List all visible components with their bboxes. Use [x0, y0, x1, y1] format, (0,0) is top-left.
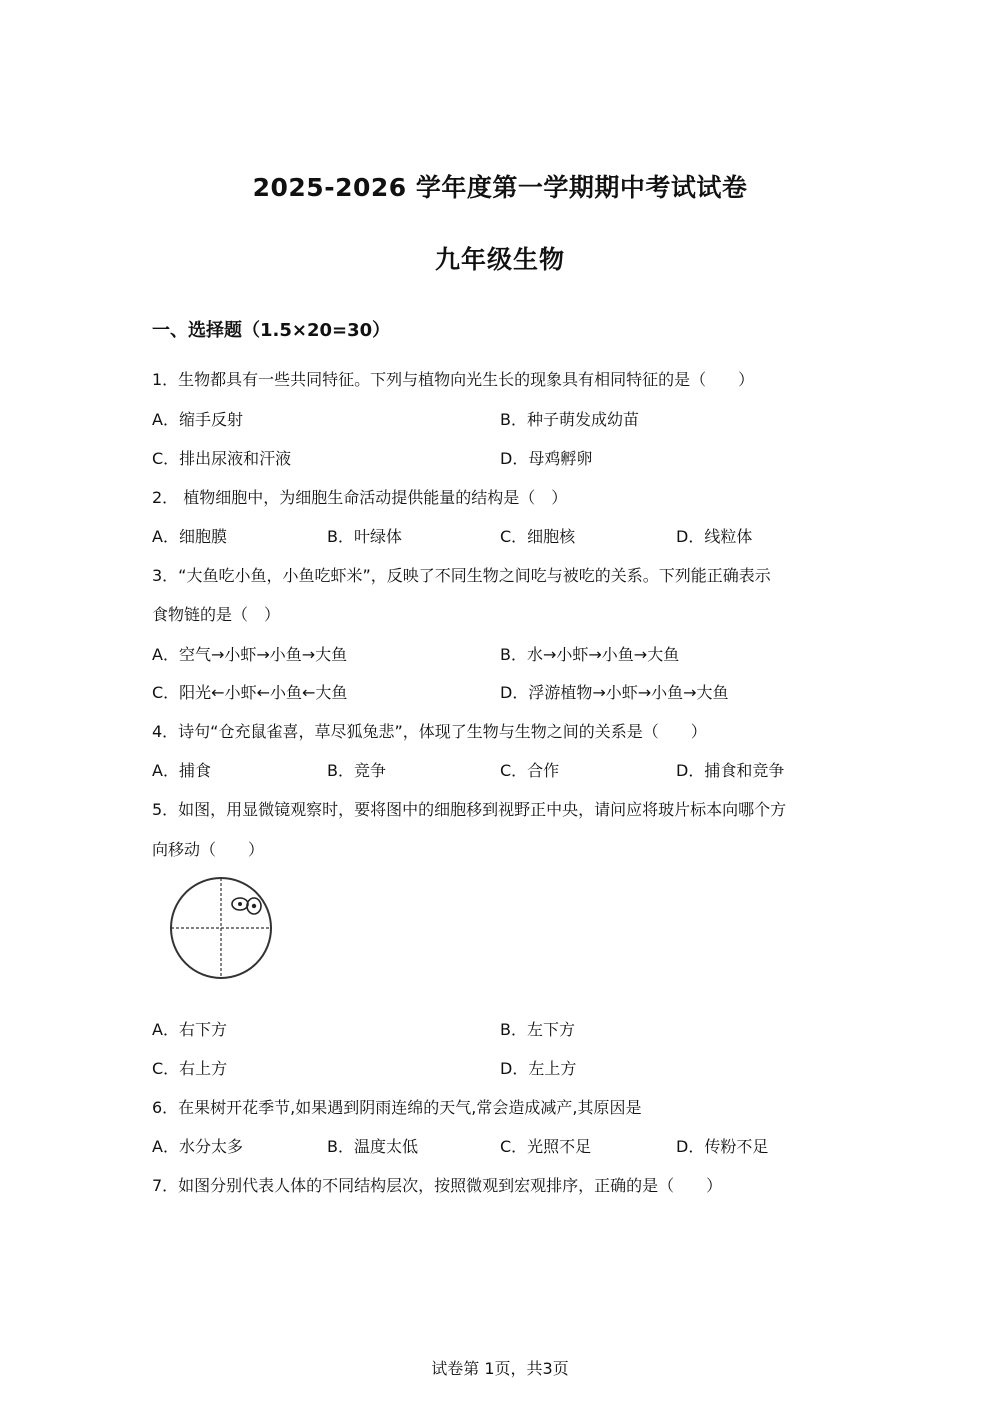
question-5-option-b: B．左下方 — [500, 1020, 575, 1039]
question-6-option-a: A．水分太多 — [152, 1137, 243, 1156]
section-heading: 一、选择题（1.5×20=30） — [152, 320, 391, 341]
question-3-option-a: A．空气→小虾→小鱼→大鱼 — [152, 645, 348, 664]
question-1-stem: 1．生物都具有一些共同特征。下列与植物向光生长的现象具有相同特征的是（ ） — [152, 370, 755, 389]
question-3-option-b: B．水→小虾→小鱼→大鱼 — [500, 645, 680, 664]
question-2-option-c: C．细胞核 — [500, 527, 576, 546]
question-6-stem: 6．在果树开花季节,如果遇到阴雨连绵的天气,常会造成减产,其原因是 — [152, 1098, 642, 1117]
question-5-option-d: D．左上方 — [500, 1059, 577, 1078]
exam-subtitle: 九年级生物 — [434, 245, 565, 274]
question-2-option-a: A．细胞膜 — [152, 527, 227, 546]
question-5-stem: 5．如图，用显微镜观察时，要将图中的细胞移到视野正中央，请问应将玻片标本向哪个方 — [152, 800, 787, 819]
question-1-option-a: A．缩手反射 — [152, 410, 243, 429]
question-1-option-d: D．母鸡孵卵 — [500, 449, 593, 468]
question-2-option-b: B．叶绿体 — [327, 527, 402, 546]
question-7-stem: 7．如图分别代表人体的不同结构层次，按照微观到宏观排序，正确的是（ ） — [152, 1176, 723, 1195]
question-4-option-b: B．竞争 — [327, 761, 386, 780]
question-1-option-b: B．种子萌发成幼苗 — [500, 410, 639, 429]
question-5-option-a: A．右下方 — [152, 1020, 227, 1039]
question-2-stem: 2． 植物细胞中，为细胞生命活动提供能量的结构是（ ） — [152, 488, 568, 507]
question-6-option-b: B．温度太低 — [327, 1137, 418, 1156]
question-2-option-d: D．线粒体 — [676, 527, 753, 546]
cells-icon — [232, 898, 261, 914]
question-3-stem: 3．“大鱼吃小鱼，小鱼吃虾米”，反映了不同生物之间吃与被吃的关系。下列能正确表示 — [152, 566, 771, 585]
question-6-option-d: D．传粉不足 — [676, 1137, 769, 1156]
question-3-stem-continued: 食物链的是（ ） — [152, 605, 281, 624]
microscope-field-figure — [168, 876, 278, 980]
question-3-option-c: C．阳光←小虾←小鱼←大鱼 — [152, 683, 348, 702]
question-3-option-d: D．浮游植物→小虾→小鱼→大鱼 — [500, 683, 729, 702]
question-6-option-c: C．光照不足 — [500, 1137, 592, 1156]
question-1-option-c: C．排出尿液和汗液 — [152, 449, 292, 468]
page-footer: 试卷第 1页，共3页 — [431, 1359, 569, 1378]
question-5-stem-continued: 向移动（ ） — [152, 840, 265, 859]
question-5-option-c: C．右上方 — [152, 1059, 228, 1078]
exam-title: 2025-2026 学年度第一学期期中考试试卷 — [252, 173, 748, 202]
question-4-stem: 4．诗句“仓充鼠雀喜，草尽狐兔悲”，体现了生物与生物之间的关系是（ ） — [152, 722, 707, 741]
question-4-option-c: C．合作 — [500, 761, 560, 780]
question-4-option-d: D．捕食和竞争 — [676, 761, 785, 780]
question-4-option-a: A．捕食 — [152, 761, 211, 780]
